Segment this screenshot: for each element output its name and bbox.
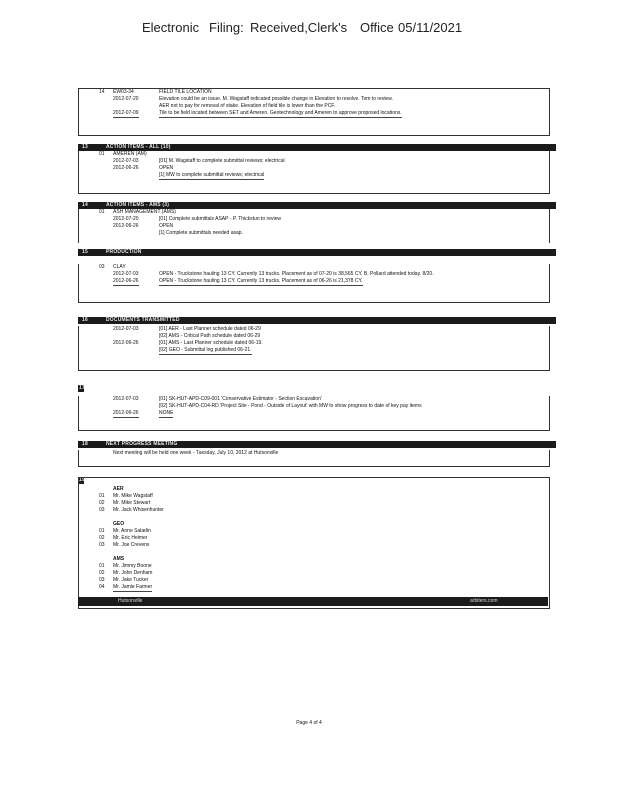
list-item: [02] GEO - Submittal log published 06-21. [159,347,252,353]
list-item: 2012-07-09 Tile to be field located between SET and Ameren. Geotechnology and Ameren to approve proposed locations. [113,110,402,116]
page-footer-bar [78,597,548,606]
section-documents-transmitted [78,326,550,371]
list-item: 2012-06-26 OPEN - Truckstone hauling 13 CY. Currently 13 trucks. Placement as of 06-26 is 21,378 CY. [113,278,363,284]
list-item: AER not to pay for removal of stake. Elevation of field tile is lower than the PCF. [159,103,336,109]
section-action-items-ams [78,209,550,243]
filing-word-received: Received,Clerk's [250,20,348,35]
list-item: 03 Mr. Joe Crevens [99,542,150,548]
list-item: AMS [113,556,125,562]
list-item: 02 Mr. Mike Stewart [99,500,151,506]
list-item: 02 Mr. Eric Heimer [99,535,148,541]
page-number: Page 4 of 4 [296,720,322,726]
section-header: 16 DOCUMENTS TRANSMITTED [78,317,556,324]
list-item: 03 Mr. Jake Tucker [99,577,149,583]
meeting-minutes-page [78,78,556,609]
list-item: 2012-07-03 [01] M. Wagstaff to complete submittal reviews; electrical [113,158,285,164]
list-item: 01 Mr. Jimmy Boone [99,563,152,569]
filing-date: 05/11/2021 [398,20,463,35]
list-item: 01 AMEREN (AM) [99,151,147,157]
section-next-meeting [78,450,550,467]
section-action-items-all [78,151,550,194]
list-item: 2012-07-03 [01] AER - Last Planner schedule dated 06-29 [113,326,261,332]
section-header: 17 [79,385,85,391]
section-attendees [78,477,550,609]
list-item: 2012-06-26 OPEN [113,165,174,171]
section-header: 19 [79,477,85,483]
footer-left: Hutsonville [118,598,143,604]
list-item: 03 Mr. Jack Whisenhunter [99,507,164,513]
list-item: 01 ASH MANAGEMENT (AMS) [99,209,176,215]
list-item: GEO [113,521,125,527]
list-item: 03 CLAY [99,264,126,270]
list-item: 01 Mr. Mike Wagstaff [99,493,153,499]
section-header: 13 ACTION ITEMS - ALL (10) [78,144,556,151]
list-item: [02] AMS - Critical Path schedule dated 06-29 [159,333,261,339]
section-header: 18 NEXT PROGRESS MEETING [78,441,556,448]
filing-word-filing: Filing: [209,20,244,35]
list-item: Next meeting will be held one week - Tuesday, July 10, 2012 at Hutsonville [113,450,279,456]
section-sketches [78,396,550,431]
list-item: 2012-06-26 [01] AMS - Last Planner schedule dated 06-19. [113,340,263,346]
list-item: 2012-06-26 OPEN [113,223,174,229]
section-field-tile [78,88,550,136]
list-item: [1] MW to complete submittal reviews; electrical [159,172,265,178]
list-item: 2012-07-03 OPEN - Truckstone hauling 13 CY. Currently 13 trucks. Placement as of 07-20 is 38,565 CY. B. Pollard attended today. 8/20. [113,271,434,277]
list-item: 02 Mr. John Denham [99,570,153,576]
list-item: [02] SK-HUT-APD-C04-RD 'Project Site - Pond - Outside of Layout' with MW to show progress to date of key pay items [159,403,422,409]
footer-right: arbiters.com [470,598,498,604]
list-item: 04 Mr. Jamie Farmer [99,584,153,590]
list-item: 14 EW03-34 FIELD TILE LOCATION [99,89,212,95]
list-item: [1] Complete submittals needed asap. [159,230,243,236]
list-item: 2012-07-20 [01] Complete submittals ASAP - P. Thickstun to review [113,216,282,222]
list-item: AER [113,486,124,492]
section-production [78,264,550,303]
section-header: 14 ACTION ITEMS - AMS (3) [78,202,556,209]
filing-word-electronic: Electronic [142,20,200,35]
section-header: 15 PRODUCTION [78,249,556,256]
list-item: 01 Mr. Anne Saladin [99,528,151,534]
filing-word-office: Office [360,20,394,35]
list-item: 2012-07-03 [01] SK-HUT-APD-C09-001 'Conservative Estimator - Section Excavation' [113,396,322,402]
list-item: 2012-07-20 Elevation could be an issue. M. Wagstaff indicated possible change in Elevation to resolve. Tom to review. [113,96,393,102]
list-item: 2012-06-26 NONE [113,410,174,416]
